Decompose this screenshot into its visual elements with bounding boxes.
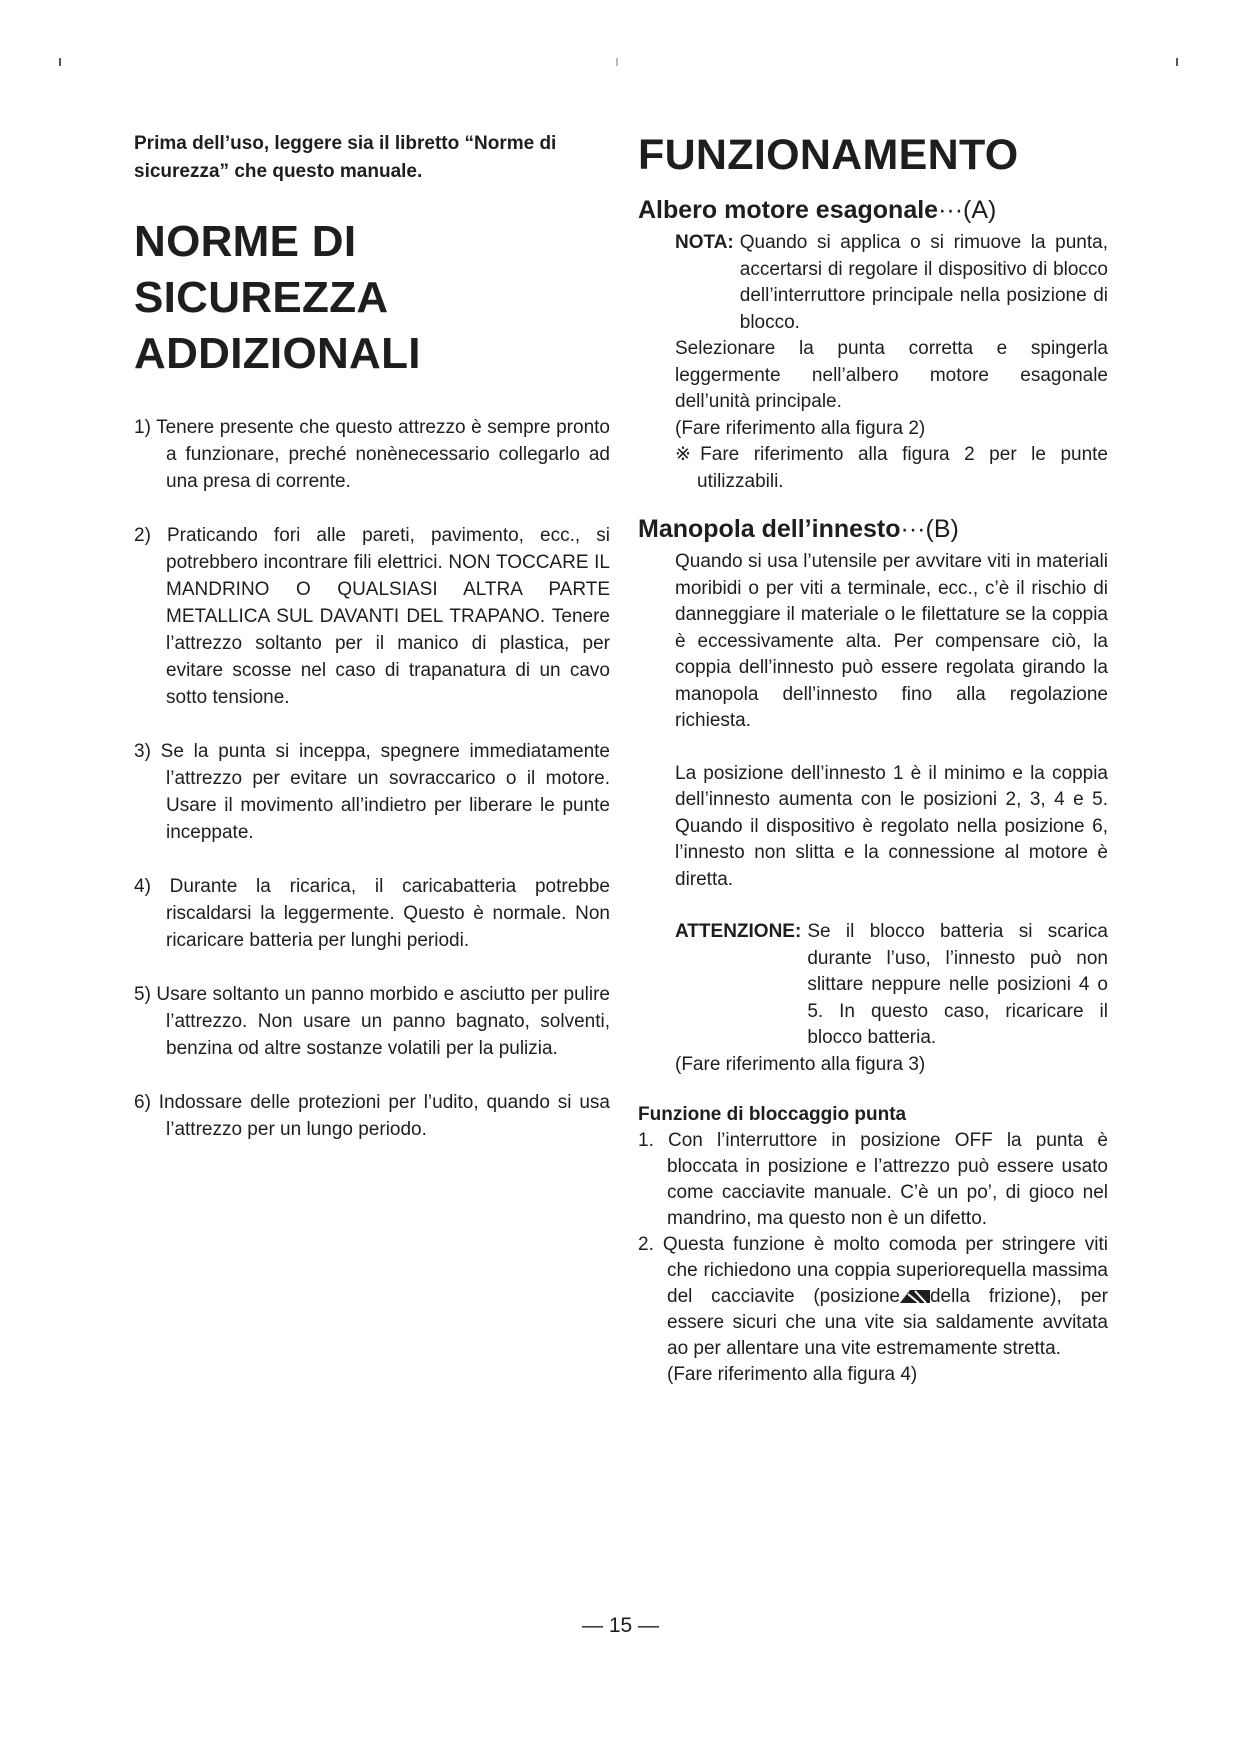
safety-rule: 1) Tenere presente che questo attrezzo è sempre pronto a funzionare, preché nonènecessario collegarlo ad una presa di corrente. <box>134 417 610 492</box>
hex-body: Selezionare la punta corretta e spingerla leggermente nell’albero motore esagonale dell’unità principale. <box>675 338 1108 412</box>
bit-lock-heading: Funzione di bloccaggio punta <box>638 1104 907 1125</box>
clutch-figure-ref: (Fare riferimento alla figura 3) <box>675 1053 926 1075</box>
hex-note <box>675 230 1108 336</box>
hex-star-note: ※Fare riferimento alla figura 2 per le punte utilizzabili. <box>675 444 1108 492</box>
bit-lock-item: 1. Con l’interruttore in posizione OFF la punta è bloccata in posizione e l’attrezzo può essere usato come cacciavite manuale. C’è un po’, di gioco nel mandrino, ma questo non è un difetto. <box>638 1130 1108 1229</box>
operation-title: FUNZIONAMENTO <box>638 131 1019 179</box>
right-column <box>638 130 1108 1388</box>
safety-rule: 4) Durante la ricarica, il caricabatteria potrebbe riscaldarsi la leggermente. Questo è normale. Non ricaricare batteria per lunghi periodi. <box>134 876 610 951</box>
hex-shaft-section <box>638 230 1108 495</box>
clutch-heading-text: Manopola dell’innesto <box>638 515 901 543</box>
intro-note: Prima dell’uso, leggere sia il libretto “Norme di sicurezza” che questo manuale. <box>134 133 557 182</box>
corner-mark-right <box>1176 58 1178 66</box>
clutch-heading <box>638 513 1108 545</box>
safety-rules-list <box>134 414 610 1143</box>
bit-lock-item-2-end: della frizione), per essere sicuri che una vite sia saldamente avvitata ao per allentare una vite estremamente stretta. <box>667 1286 1108 1359</box>
corner-mark-center <box>616 58 618 66</box>
bit-lock-list <box>638 1128 1108 1362</box>
bit-lock-item-2-start: 2. Questa funzione è molto comoda per stringere viti che richiedono una coppia superiorequella massima del cacciavite (posizione <box>638 1234 1108 1307</box>
hex-shaft-heading-ref: ···(A) <box>938 196 997 224</box>
safety-rule: 2) Praticando fori alle pareti, pavimento, ecc., si potrebbero incontrare fili elettrici. NON TOCCARE IL MANDRINO O QUALSIASI ALTRA PARTE METALLICA SUL DAVANTI DEL TRAPANO. Tenere l’attrezzo soltanto per il manico di plastica, per evitare scosse nel caso di trapanatura di un cavo sotto tensione. <box>134 525 610 708</box>
bit-lock-item <box>638 1232 1108 1362</box>
hex-figure-ref: (Fare riferimento alla figura 2) <box>675 417 926 439</box>
clutch-position-icon <box>900 1288 930 1303</box>
left-column <box>134 130 610 1170</box>
clutch-para-1: Quando si usa l’utensile per avvitare viti in materiali moribidi o per viti a terminale, ecc., c’è il rischio di danneggiare il materiale o le filettature se la coppia è eccessivamente alta. Per compensare ciò, la coppia dell’innesto può essere regolata girando la manopola dell’innesto fino alla regolazione richiesta. <box>675 551 1108 731</box>
clutch-heading-ref: ···(B) <box>900 515 959 543</box>
safety-rule: 6) Indossare delle protezioni per l’udito, quando si usa l’attrezzo per un lungo periodo. <box>134 1092 610 1140</box>
safety-rule: 3) Se la punta si inceppa, spegnere immediatamente l’attrezzo per evitare un sovraccarico o il motore. Usare il movimento all’indietro per liberare le punte inceppate. <box>134 741 610 843</box>
note-text: Quando si applica o si rimuove la punta, accertarsi di regolare il dispositivo di blocco dell’interruttore principale nella posizione di blocco. <box>739 232 1108 333</box>
clutch-para-2: La posizione dell’innesto 1 è il minimo e la coppia dell’innesto aumenta con le posizioni 2, 3, 4 e 5. Quando il dispositivo è regolato nella posizione 6, l’innesto non slitta e la connessione al motore è diretta. <box>675 762 1108 890</box>
bit-lock-figure-ref: (Fare riferimento alla figura 4) <box>667 1364 918 1385</box>
caution-text: Se il blocco batteria si scarica durante l’uso, l’innesto può non slittare neppure nelle posizioni 4 o 5. In questo caso, ricaricare il blocco batteria. <box>807 921 1108 1048</box>
hex-shaft-heading-text: Albero motore esagonale <box>638 196 939 224</box>
caution-label: ATTENZIONE: <box>675 921 802 942</box>
hex-shaft-heading <box>638 194 1108 226</box>
safety-title: NORME DI SICUREZZA ADDIZIONALI <box>134 217 421 378</box>
note-label: NOTA: <box>675 232 734 253</box>
clutch-caution <box>675 919 1108 1052</box>
clutch-section <box>638 549 1108 1078</box>
page-number: — 15 — <box>581 1614 660 1637</box>
corner-mark-left <box>59 58 61 66</box>
safety-rule: 5) Usare soltanto un panno morbido e asciutto per pulire l’attrezzo. Non usare un panno bagnato, solventi, benzina od altre sostanze volatili per la pulizia. <box>134 984 610 1059</box>
